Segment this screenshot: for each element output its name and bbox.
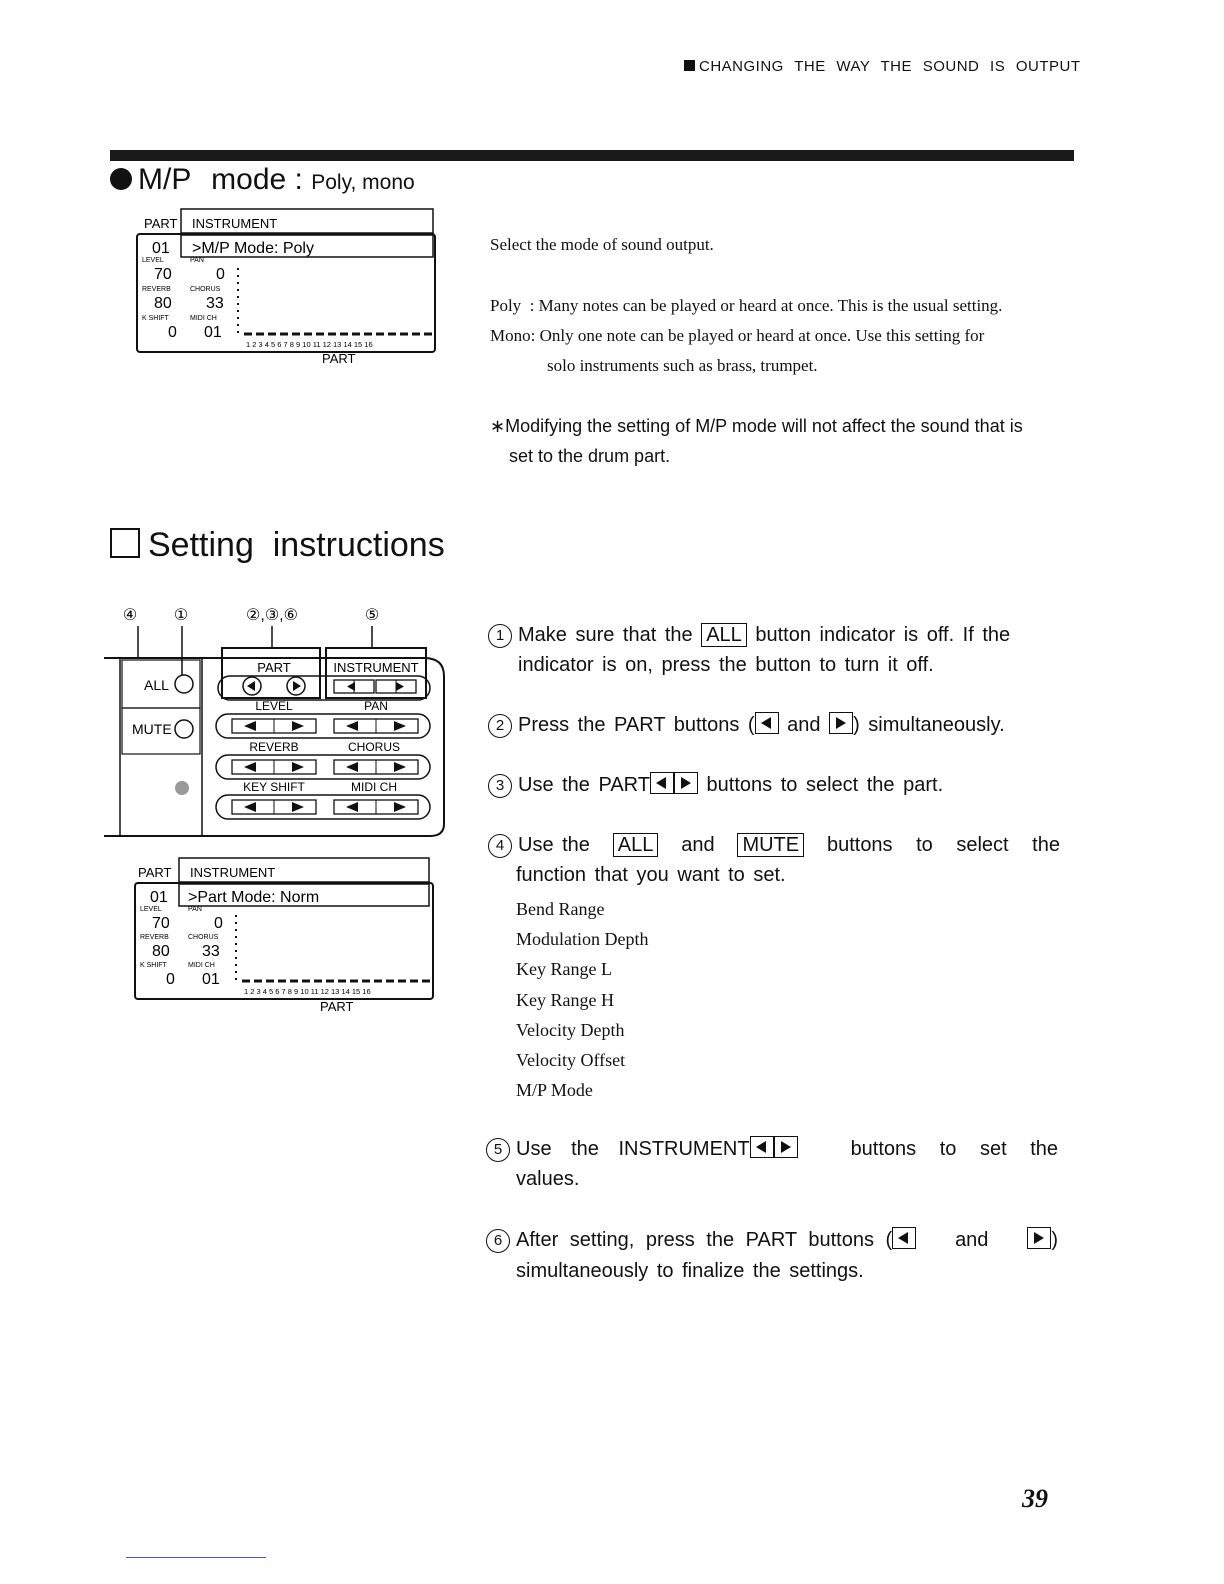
lcd2-chorus-label: CHORUS xyxy=(188,934,219,941)
step-2-number: 2 xyxy=(488,714,512,738)
step-1: 1 Make sure that the ALL button indicator is off. If the xyxy=(488,620,1010,650)
callout-2-3-6: ②,③,⑥ xyxy=(246,607,298,624)
function-velocity-depth: Velocity Depth xyxy=(516,1019,625,1040)
poly-text: : Many notes can be played or heard at once. This is the usual setting. xyxy=(529,296,1003,315)
left-arrow-button-icon xyxy=(755,712,779,734)
step-2: 2 Press the PART buttons ( and ) simultaneously. xyxy=(488,710,1005,740)
lcd2-part-label: PART xyxy=(138,865,172,880)
section-header-text: CHANGING THE WAY THE SOUND IS OUTPUT xyxy=(699,58,1081,75)
panel-keyshift-label: KEY SHIFT xyxy=(243,780,305,794)
lcd2-parts-scale: 1 2 3 4 5 6 7 8 9 10 11 12 13 14 15 16 xyxy=(244,987,371,996)
lcd2-part-number: 01 xyxy=(150,889,168,906)
step-5-continued: values. xyxy=(516,1168,580,1190)
lcd1-pan-value: 0 xyxy=(216,266,225,283)
lcd2-midich-value: 01 xyxy=(202,971,220,988)
step-3-number: 3 xyxy=(488,774,512,798)
panel-reverb-label: REVERB xyxy=(249,740,299,754)
setting-instructions-title xyxy=(110,526,445,565)
bullet-dot-icon xyxy=(110,168,132,190)
lcd1-part-caption: PART xyxy=(322,351,356,366)
control-panel-diagram xyxy=(104,600,450,840)
function-key-range-h: Key Range H xyxy=(516,989,614,1010)
step-5-number: 5 xyxy=(486,1138,510,1162)
mono-label: Mono xyxy=(490,326,531,345)
level-pan-buttons xyxy=(216,714,430,738)
poly-label: Poly xyxy=(490,296,522,315)
lcd2-chorus-value: 33 xyxy=(202,943,220,960)
mp-note-line1: ∗Modifying the setting of M/P mode will not affect the sound that is xyxy=(490,416,1023,436)
mp-description: Select the mode of sound output. xyxy=(490,235,714,254)
mp-title-mode: mode xyxy=(211,163,287,196)
step-1-continued: indicator is on, press the button to turn it off. xyxy=(518,654,934,676)
panel-part-label: PART xyxy=(257,660,291,675)
left-arrow-button-icon xyxy=(750,1136,774,1158)
lcd1-chorus-value: 33 xyxy=(206,295,224,312)
lcd2-kshift-value: 0 xyxy=(166,971,175,988)
mp-note-line2: set to the drum part. xyxy=(509,446,671,466)
panel-midich-label: MIDI CH xyxy=(351,780,397,794)
page-number: 39 xyxy=(1022,1484,1048,1513)
poly-line xyxy=(490,291,1002,321)
right-arrow-button-icon xyxy=(674,772,698,794)
lcd1-part-number: 01 xyxy=(152,240,170,257)
step-4-continued: function that you want to set. xyxy=(516,864,786,886)
all-button-key: ALL xyxy=(701,623,747,647)
function-modulation-depth: Modulation Depth xyxy=(516,929,649,950)
lcd2-part-caption: PART xyxy=(320,999,354,1014)
lcd2-instrument-label: INSTRUMENT xyxy=(190,865,276,880)
function-velocity-offset: Velocity Offset xyxy=(516,1050,626,1071)
callout-4: ④ xyxy=(122,607,138,624)
mp-subtitle: Poly, mono xyxy=(311,171,415,194)
function-mp-mode: M/P Mode xyxy=(516,1080,593,1101)
lcd1-kshift-value: 0 xyxy=(168,324,177,341)
square-bullet-icon xyxy=(684,60,695,71)
callout-5: ⑤ xyxy=(364,607,380,624)
lcd2-midich-label: MIDI CH xyxy=(188,962,215,969)
lcd1-instrument-label: INSTRUMENT xyxy=(192,216,278,231)
step-6: 6 After setting, press the PART buttons ( and ) xyxy=(486,1225,1058,1255)
left-arrow-button-icon xyxy=(650,772,674,794)
reverb-chorus-buttons xyxy=(216,755,430,779)
mute-indicator-icon xyxy=(175,720,193,738)
lcd1-level-value: 70 xyxy=(154,266,172,283)
lcd1-part-label: PART xyxy=(144,216,178,231)
step-4-number: 4 xyxy=(488,834,512,858)
section-rule xyxy=(110,150,1074,161)
function-bend-range: Bend Range xyxy=(516,899,605,919)
right-arrow-button-icon xyxy=(1027,1227,1051,1249)
lcd2-reverb-value: 80 xyxy=(152,943,170,960)
panel-mute-label: MUTE xyxy=(132,721,172,737)
lcd2-reverb-label: REVERB xyxy=(140,934,169,941)
panel-instrument-label: INSTRUMENT xyxy=(333,660,419,675)
footer-line xyxy=(126,1557,266,1558)
panel-pan-label: PAN xyxy=(364,699,388,713)
function-list xyxy=(516,894,649,1105)
lcd1-screen-text: >M/P Mode: Poly xyxy=(192,240,314,257)
lcd2-kshift-label: K SHIFT xyxy=(140,962,167,969)
callout-1: ① xyxy=(173,607,189,624)
step-6-continued: simultaneously to finalize the settings. xyxy=(516,1260,864,1282)
mute-button-key: MUTE xyxy=(737,833,804,857)
lcd1-midich-label: MIDI CH xyxy=(190,315,217,322)
lcd1-reverb-label: REVERB xyxy=(142,286,171,293)
lcd1-reverb-value: 80 xyxy=(154,295,172,312)
mono-text: : Only one note can be played or heard at once. Use this setting for xyxy=(530,326,985,345)
mono-text-continued: solo instruments such as brass, trumpet. xyxy=(547,356,818,375)
right-arrow-button-icon xyxy=(774,1136,798,1158)
panel-chorus-label: CHORUS xyxy=(347,740,401,754)
panel-level-label: LEVEL xyxy=(255,699,293,713)
lcd2-level-label: LEVEL xyxy=(140,906,162,913)
mp-mode-title xyxy=(110,163,415,197)
lcd1-kshift-label: K SHIFT xyxy=(142,315,169,322)
mono-line xyxy=(490,321,984,351)
right-arrow-button-icon xyxy=(829,712,853,734)
all-button-key: ALL xyxy=(613,833,659,857)
step-3: 3 Use the PART buttons to select the part. xyxy=(488,770,943,800)
keyshift-midich-buttons xyxy=(216,795,430,819)
lcd1-parts-scale: 1 2 3 4 5 6 7 8 9 10 11 12 13 14 15 16 xyxy=(246,340,373,349)
step-1-number: 1 xyxy=(488,624,512,648)
lcd2-screen-text: >Part Mode: Norm xyxy=(188,889,320,906)
setting-title-text: Setting instructions xyxy=(148,526,445,564)
step-6-number: 6 xyxy=(486,1229,510,1253)
lcd1-pan-label: PAN xyxy=(190,257,204,264)
mp-title-text: M/P xyxy=(138,163,191,196)
mp-title-colon: : xyxy=(294,163,303,196)
section-header xyxy=(684,58,1081,75)
left-arrow-button-icon xyxy=(892,1227,916,1249)
step-5: 5 Use the INSTRUMENT buttons to set the xyxy=(486,1134,1058,1164)
panel-all-label: ALL xyxy=(144,677,169,693)
function-key-range-l: Key Range L xyxy=(516,959,612,980)
lcd2-pan-label: PAN xyxy=(188,906,202,913)
lcd2-pan-value: 0 xyxy=(214,915,223,932)
step-4: 4 Use the ALL and MUTE buttons to select the xyxy=(488,830,1060,860)
lcd2-level-value: 70 xyxy=(152,915,170,932)
led-dot-icon xyxy=(175,781,189,795)
lcd1-midich-value: 01 xyxy=(204,324,222,341)
lcd1-chorus-label: CHORUS xyxy=(190,286,221,293)
lcd-display-mp-mode xyxy=(134,206,444,370)
all-indicator-icon xyxy=(175,675,193,693)
lcd1-level-label: LEVEL xyxy=(142,257,164,264)
checkbox-square-icon xyxy=(110,528,140,558)
lcd-display-part-mode xyxy=(132,855,442,1019)
